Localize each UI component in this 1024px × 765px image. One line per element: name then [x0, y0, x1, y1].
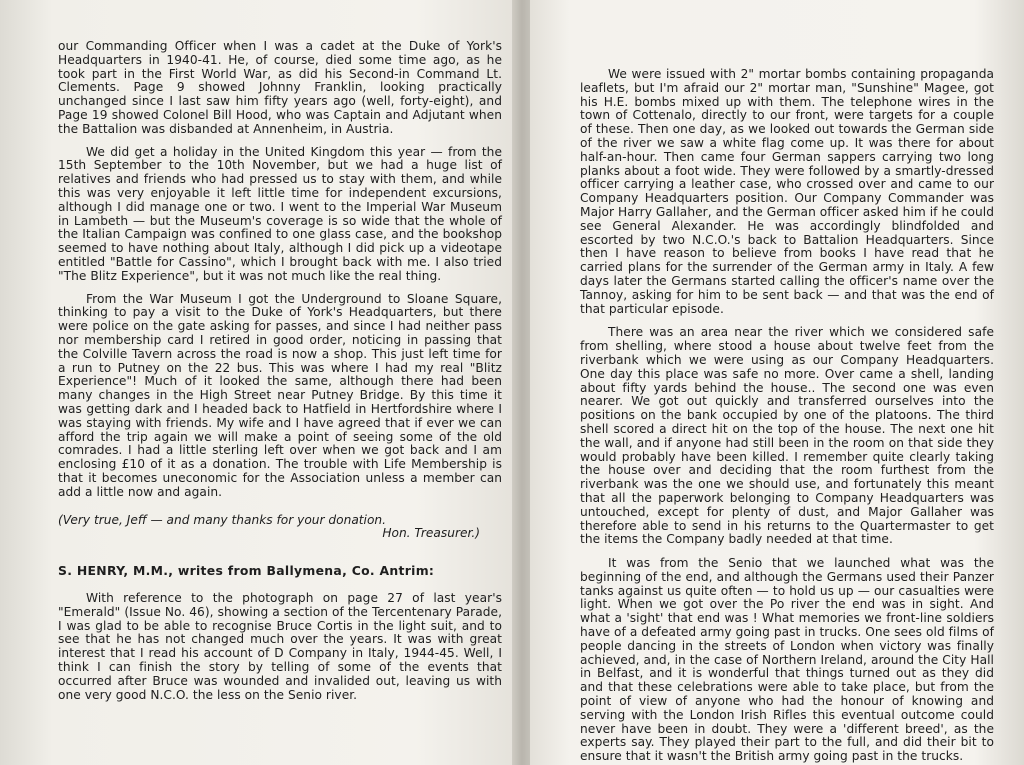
editor-note-signature: Hon. Treasurer.)	[382, 526, 480, 541]
right-page	[530, 0, 1024, 765]
right-paragraph-1: We were issued with 2" mortar bombs containing propaganda leaflets, but I'm afraid our 2" mortar man, "Sunshine" Magee, got his H.E. bombs mixed up with them. The telephone wires in the town of Cottenalo, directly to our front, were targets for a couple of these. Then one day, as we looked out towards the German side of the river we saw a white flag come up. It was there for about half-an-hour. Then came four German sappers carrying two long planks about a foot wide. They were followed by a smartly-dressed officer carrying a leather case, who crossed over and came to our Company Headquarters position. Our Company Commander was Major Harry Gallaher, and the German officer asked him if he could see General Alexander. He was accordingly blindfolded and escorted by two N.C.O.'s back to Battalion Headquarters. Since then I have reason to believe from books I have read that he carried plans for the surrender of the German army in Italy. A few days later the Germans started calling the officer's name over the Tannoy, asking for him to be sent back — and that was the end of that particular episode.	[580, 67, 994, 316]
editor-note: (Very true, Jeff — and many thanks for your donation.	[58, 512, 387, 527]
right-paragraph-2: There was an area near the river which we considered safe from shelling, where stood a house about twelve feet from the riverbank which we were using as our Company Headquarters. One day this place was safe no more. Over came a shell, landing about fifty yards behind the house.. The second one was even nearer. We got out quickly and transferred ourselves into the positions on the bank occupied by one of the platoons. The third shell scored a direct hit on the top of the house. The next one hit the wall, and if anyone had still been in the room on that side they would probably have been killed. I remember quite clearly taking the house over and deciding that the room furthest from the riverbank was the one we should use, and fortunately this meant that all the paperwork belonging to Company Headquarters was untouched, except for plenty of dust, and Major Gallaher was therefore able to send in his returns to the Quartermaster to get the items the Company badly needed at that time.	[580, 325, 994, 547]
left-paragraph-1: our Commanding Officer when I was a cadet at the Duke of York's Headquarters in 1940-41. He, of course, died some time ago, as he took part in the First World War, as did his Second-in Command Lt. Clements. Page 9 showed Johnny Franklin, looking practically unchanged since I last saw him fifty years ago (well, forty-eight), and Page 19 showed Colonel Bill Hood, who was Captain and Adjutant when the Battalion was disbanded at Annenheim, in Austria.	[58, 39, 502, 136]
letter-heading: S. HENRY, M.M., writes from Ballymena, Co. Antrim:	[58, 563, 435, 579]
left-paragraph-3: From the War Museum I got the Underground to Sloane Square, thinking to pay a visit to the Duke of York's Headquarters, but there were police on the gate asking for passes, and since I had neither pass nor membership card I retired in good order, noticing in passing that the Colville Tavern across the road is now a shop. This just left time for a run to Putney on the 22 bus. This was where I had my real "Blitz Experience"! Much of it looked the same, although there had been many changes in the High Street near Putney Bridge. By this time it was getting dark and I headed back to Hatfield in Hertfordshire where I was staying with friends. My wife and I have agreed that if ever we can afford the trip again we will make a point of seeing some of the old comrades. I had a little sterling left over when we got back and I am enclosing £10 of it as a donation. The trouble with Life Membership is that it becomes uneconomic for the Association unless a member can add a little now and again.	[58, 291, 502, 499]
left-paragraph-4: With reference to the photograph on page 27 of last year's "Emerald" (Issue No. 46), showing a section of the Tercentenary Parade, I was glad to be able to recognise Bruce Cortis in the light suit, and to see that he has not changed much over the years. It was with great interest that I read his account of D Company in Italy, 1944-45. Well, I think I can finish the story by telling of some of the events that occurred after Bruce was wounded and invalided out, leaving us with one very good N.C.O. the less on the Senio river.	[58, 591, 502, 702]
right-paragraph-3: It was from the Senio that we launched what was the beginning of the end, and although the Germans used their Panzer tanks against us quite often — to hold us up — our casualties were light. When we got over the Po river the end was in sight. And what a 'sight' that end was ! What memories we front-line soldiers have of a defeated army going past in trucks. One sees old films of people dancing in the streets of London when victory was finally achieved, and, in the case of Northern Ireland, around the City Hall in Belfast, and it is wonderful that things turned out as they did and that these celebrations were able to take place, but from the point of view of anyone who had the honour of knowing and serving with the London Irish Rifles this eventual outcome could never have been in doubt. They were a 'different breed', as the experts say. They played their part to the full, and did their bit to ensure that it wasn't the British army going past in the trucks.	[580, 556, 994, 764]
left-paragraph-2: We did get a holiday in the United Kingdom this year — from the 15th September to the 10th November, but we had a huge list of relatives and friends who had pressed us to stay with them, and while this was very enjoyable it left little time for independent excursions, although I did manage one or two. I went to the Imperial War Museum in Lambeth — but the Museum's coverage is so wide that the whole of the Italian Campaign was confined to one glass case, and the bookshop seemed to have nothing about Italy, although I did pick up a videotape entitled "Battle for Cassino", which I brought back with me. I also tried "The Blitz Experience", but it was not much like the real thing.	[58, 144, 502, 283]
